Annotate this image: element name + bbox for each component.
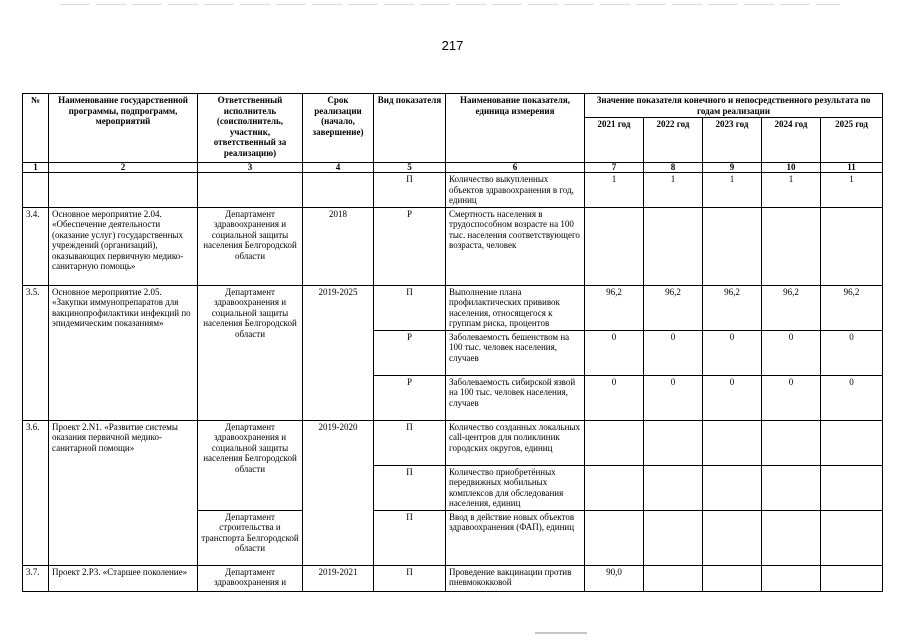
row-value-2025 <box>821 565 883 591</box>
row-value-2023: 0 <box>703 375 762 420</box>
column-number: 10 <box>762 163 821 173</box>
row-indicator-name: Выполнение плана профилактических прививок населения, относящегося к группам риска, процентов <box>446 285 585 330</box>
column-number: 11 <box>821 163 883 173</box>
table-row <box>23 207 883 285</box>
column-number: 6 <box>446 163 585 173</box>
column-numbers-row <box>23 163 883 173</box>
header-year: 2025 год <box>821 118 883 163</box>
row-value-2021: 0 <box>585 375 644 420</box>
row-term <box>303 173 374 208</box>
header-year: 2021 год <box>585 118 644 163</box>
row-executor <box>198 173 303 208</box>
row-value-2021 <box>585 465 644 510</box>
header-executor: Ответственный исполнитель (соисполнитель, участник, ответственный за реализацию) <box>198 94 303 163</box>
row-indicator-name: Ввод в действие новых объектов здравоохранения (ФАП), единиц <box>446 510 585 565</box>
row-value-2023: 0 <box>703 330 762 375</box>
row-indicator-type: П <box>374 285 446 330</box>
table-row <box>23 420 883 465</box>
row-value-2024: 0 <box>762 375 821 420</box>
row-value-2024 <box>762 510 821 565</box>
header-row-1 <box>23 94 883 118</box>
row-no: 3.6. <box>23 420 49 565</box>
row-term: 2019-2025 <box>303 285 374 420</box>
row-indicator-name: Заболеваемость сибирской язвой на 100 тыс. человек населения, случаев <box>446 375 585 420</box>
row-value-2022 <box>644 510 703 565</box>
row-value-2023 <box>703 465 762 510</box>
row-value-2022: 0 <box>644 330 703 375</box>
row-value-2024: 0 <box>762 330 821 375</box>
row-executor: Департамент здравоохранения и социальной защиты населения Белгородской области <box>198 207 303 285</box>
row-value-2024: 96,2 <box>762 285 821 330</box>
row-executor: Департамент здравоохранения и <box>198 565 303 591</box>
row-value-2025 <box>821 465 883 510</box>
column-number: 3 <box>198 163 303 173</box>
row-no: 3.7. <box>23 565 49 591</box>
header-name: Наименование государственной программы, подпрограмм, мероприятий <box>49 94 198 163</box>
row-indicator-type: Р <box>374 330 446 375</box>
row-no <box>23 173 49 208</box>
row-value-2025: 0 <box>821 375 883 420</box>
row-term: 2019-2020 <box>303 420 374 565</box>
row-value-2021 <box>585 420 644 465</box>
row-indicator-type: П <box>374 465 446 510</box>
header-values-group: Значение показателя конечного и непосредственного результата по годам реализации <box>585 94 883 118</box>
column-number: 7 <box>585 163 644 173</box>
row-value-2023 <box>703 565 762 591</box>
row-value-2022 <box>644 420 703 465</box>
row-value-2025 <box>821 207 883 285</box>
column-number: 2 <box>49 163 198 173</box>
row-value-2024 <box>762 565 821 591</box>
table-row <box>23 285 883 330</box>
row-value-2023: 1 <box>703 173 762 208</box>
row-indicator-type: П <box>374 420 446 465</box>
row-name: Проект 2.P3. «Старшее поколение» <box>49 565 198 591</box>
header-year: 2024 год <box>762 118 821 163</box>
row-value-2024 <box>762 207 821 285</box>
header-year: 2023 год <box>703 118 762 163</box>
row-indicator-name: Количество приобретённых передвижных мобильных комплексов для обследования населения, единиц <box>446 465 585 510</box>
row-value-2024 <box>762 465 821 510</box>
header-year: 2022 год <box>644 118 703 163</box>
row-value-2023 <box>703 420 762 465</box>
row-indicator-name: Смертность населения в трудоспособном возрасте на 100 тыс. населения соответствующего возраста, человек <box>446 207 585 285</box>
row-indicator-type: П <box>374 510 446 565</box>
column-number: 4 <box>303 163 374 173</box>
row-value-2021: 90,0 <box>585 565 644 591</box>
row-name: Проект 2.N1. «Развитие системы оказания первичной медико-санитарной помощи» <box>49 420 198 565</box>
row-indicator-type: П <box>374 173 446 208</box>
row-name: Основное мероприятие 2.04. «Обеспечение деятельности (оказание услуг) государственных учреждений (организаций), оказывающих первичную медико-санитарную помощь» <box>49 207 198 285</box>
column-number: 1 <box>23 163 49 173</box>
row-value-2022: 0 <box>644 375 703 420</box>
row-value-2025: 1 <box>821 173 883 208</box>
header-indicator: Наименование показателя, единица измерения <box>446 94 585 163</box>
row-name: Основное мероприятие 2.05. «Закупки иммунопрепаратов для вакцинопрофилактики инфекций по эпидемическим показаниям» <box>49 285 198 420</box>
table-row <box>23 173 883 208</box>
row-value-2023 <box>703 510 762 565</box>
scan-bottom-mark <box>515 628 595 636</box>
column-number: 9 <box>703 163 762 173</box>
row-value-2023: 96,2 <box>703 285 762 330</box>
row-value-2021 <box>585 207 644 285</box>
row-value-2022 <box>644 207 703 285</box>
scan-top-edge-line <box>0 4 905 5</box>
row-value-2023 <box>703 207 762 285</box>
row-term: 2019-2021 <box>303 565 374 591</box>
row-value-2022: 96,2 <box>644 285 703 330</box>
row-value-2022: 1 <box>644 173 703 208</box>
row-value-2025 <box>821 510 883 565</box>
row-indicator-type: Р <box>374 207 446 285</box>
row-value-2025: 96,2 <box>821 285 883 330</box>
row-value-2021 <box>585 510 644 565</box>
row-indicator-type: П <box>374 565 446 591</box>
row-indicator-type: Р <box>374 375 446 420</box>
header-type: Вид показателя <box>374 94 446 163</box>
row-indicator-name: Заболеваемость бешенством на 100 тыс. человек населения, случаев <box>446 330 585 375</box>
indicators-table <box>22 93 883 592</box>
header-no: № <box>23 94 49 163</box>
row-indicator-name: Количество созданных локальных call-центров для поликлиник городских округов, единиц <box>446 420 585 465</box>
row-term: 2018 <box>303 207 374 285</box>
row-value-2024 <box>762 420 821 465</box>
row-indicator-name: Проведение вакцинации против пневмококковой <box>446 565 585 591</box>
row-executor: Департамент здравоохранения и социальной защиты населения Белгородской области <box>198 285 303 420</box>
row-no: 3.5. <box>23 285 49 420</box>
row-executor: Департамент строительства и транспорта Белгородской области <box>198 510 303 565</box>
row-value-2025 <box>821 420 883 465</box>
column-number: 8 <box>644 163 703 173</box>
row-value-2021: 96,2 <box>585 285 644 330</box>
row-value-2021: 0 <box>585 330 644 375</box>
row-value-2022 <box>644 565 703 591</box>
row-no: 3.4. <box>23 207 49 285</box>
row-value-2025: 0 <box>821 330 883 375</box>
row-value-2022 <box>644 465 703 510</box>
row-indicator-name: Количество выкупленных объектов здравоохранения в год, единиц <box>446 173 585 208</box>
row-value-2021: 1 <box>585 173 644 208</box>
row-value-2024: 1 <box>762 173 821 208</box>
page-number: 217 <box>441 38 464 53</box>
row-name <box>49 173 198 208</box>
header-term: Срок реализации (начало, завершение) <box>303 94 374 163</box>
row-executor: Департамент здравоохранения и социальной защиты населения Белгородской области <box>198 420 303 510</box>
column-number: 5 <box>374 163 446 173</box>
table-row <box>23 565 883 591</box>
